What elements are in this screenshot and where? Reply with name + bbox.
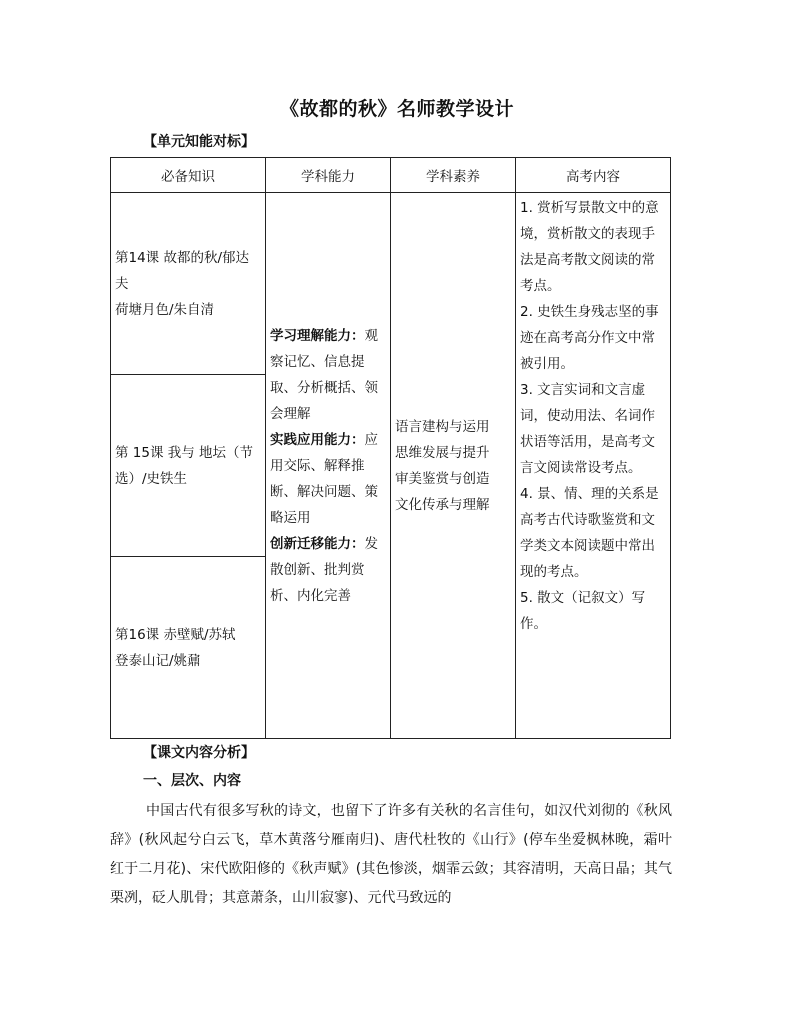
ability-text-2: 应用交际、解释推断、解决问题、策略运用 xyxy=(270,431,378,526)
lesson-16-text: 第16课 赤壁赋/苏轼 登泰山记/姚鼐 xyxy=(115,626,236,669)
header-ability: 学科能力 xyxy=(266,158,391,193)
ability-block-3 xyxy=(270,531,386,609)
literacy-item: 语言建构与运用 xyxy=(395,418,490,435)
literacy-item: 审美鉴赏与创造 xyxy=(395,470,490,487)
knowledge-cell-lesson-15 xyxy=(111,375,266,557)
exam-item: 3. 文言实词和文言虚词，使动用法、名词作状语等活用，是高考文言文阅读常设考点。 xyxy=(520,382,655,476)
exam-cell xyxy=(516,193,671,739)
table-header-row xyxy=(111,158,671,193)
exam-item: 1. 赏析写景散文中的意境，赏析散文的表现手法是高考散文阅读的常考点。 xyxy=(520,200,659,294)
ability-block-1 xyxy=(270,323,386,427)
section-heading-unit-targets: 【单元知能对标】 xyxy=(143,134,255,150)
subheading-structure: 一、层次、内容 xyxy=(143,773,241,789)
exam-item: 4. 景、情、理的关系是高考古代诗歌鉴赏和文学类文本阅读题中常出现的考点。 xyxy=(520,486,659,580)
ability-block-2 xyxy=(270,427,386,531)
ability-text-3: 发散创新、批判赏析、内化完善 xyxy=(270,535,378,604)
header-literacy: 学科素养 xyxy=(391,158,516,193)
lesson-15-text: 第 15课 我与 地坛（节选）/史铁生 xyxy=(115,444,254,487)
section-heading-text-analysis: 【课文内容分析】 xyxy=(143,745,255,761)
literacy-item: 思维发展与提升 xyxy=(395,444,490,461)
literacy-item: 文化传承与理解 xyxy=(395,496,490,513)
literacy-cell xyxy=(391,193,516,739)
knowledge-cell-lesson-14 xyxy=(111,193,266,375)
ability-label-1: 学习理解能力： xyxy=(270,327,365,344)
ability-text-1: 观察记忆、信息提取、分析概括、领会理解 xyxy=(270,327,378,422)
header-exam: 高考内容 xyxy=(516,158,671,193)
page-title: 《故都的秋》名师教学设计 xyxy=(279,98,514,120)
ability-label-3: 创新迁移能力： xyxy=(270,535,365,552)
ability-cell xyxy=(266,193,391,739)
exam-item: 2. 史铁生身残志坚的事迹在高考高分作文中常被引用。 xyxy=(520,304,659,372)
header-knowledge: 必备知识 xyxy=(111,158,266,193)
ability-label-2: 实践应用能力： xyxy=(270,431,365,448)
body-paragraph: 中国古代有很多写秋的诗文，也留下了许多有关秋的名言佳句，如汉代刘彻的《秋风辞》(秋风起兮白云飞，草木黄落兮雁南归)、唐代杜牧的《山行》(停车坐爱枫林晚，霜叶红于二月花)、宋代欧阳修的《秋声赋》(其色惨淡，烟霏云敛；其容清明，天高日晶；其气栗冽，砭人肌骨；其意萧条，山川寂寥)、元代马致远的 xyxy=(110,803,672,906)
knowledge-ability-table xyxy=(110,157,671,739)
exam-item: 5. 散文（记叙文）写作。 xyxy=(520,590,646,632)
lesson-14-text: 第14课 故都的秋/郁达夫 荷塘月色/朱自清 xyxy=(115,249,250,318)
knowledge-cell-lesson-16 xyxy=(111,557,266,739)
